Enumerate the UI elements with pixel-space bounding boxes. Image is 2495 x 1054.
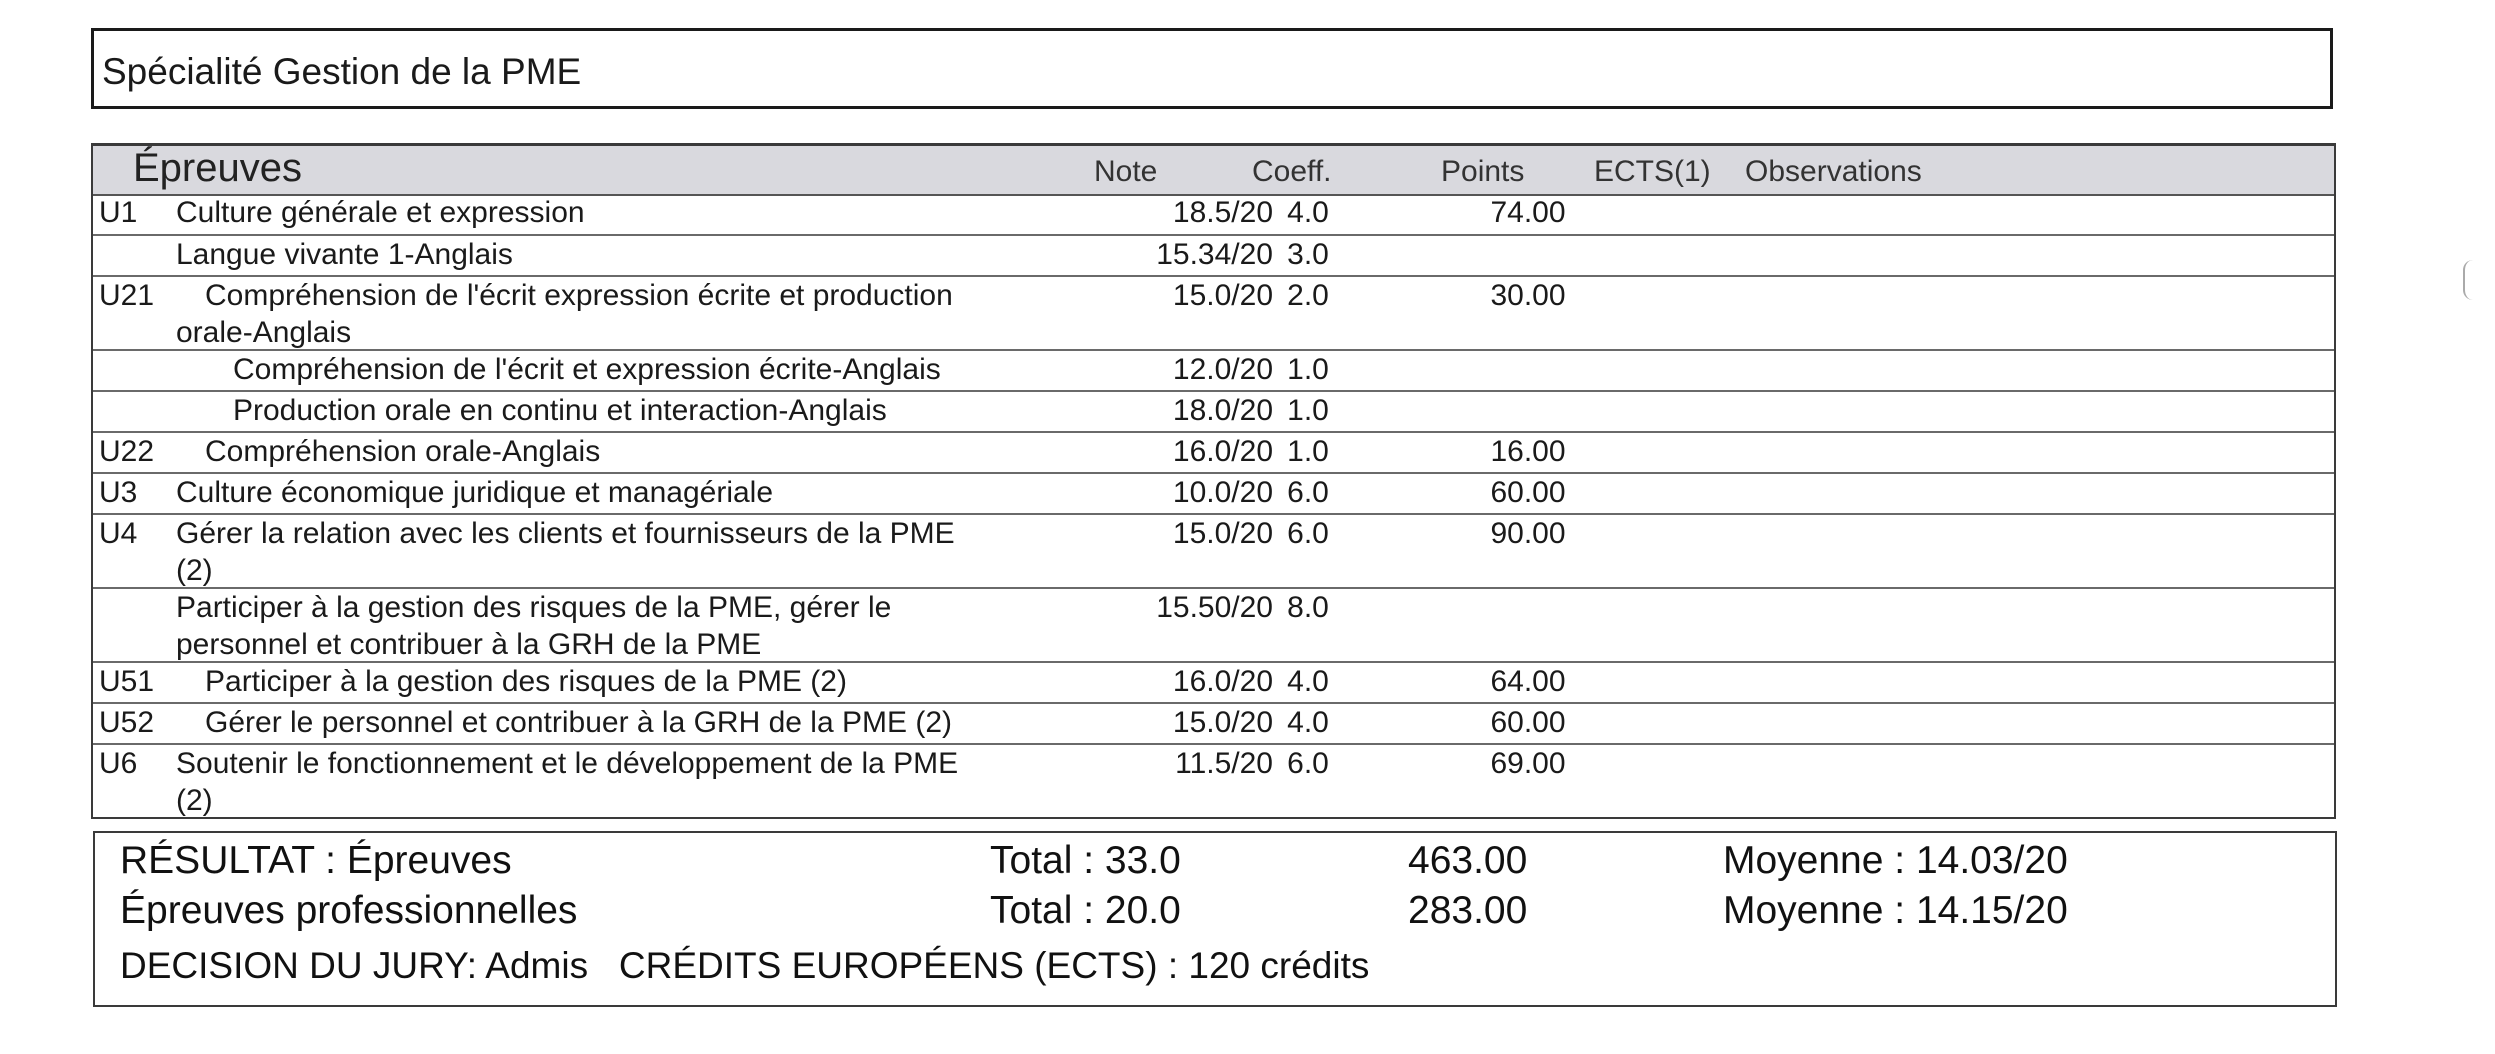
result-total: Total : 33.0 xyxy=(990,839,1181,882)
row-coeff: 6.0 xyxy=(1287,476,1329,509)
header-coeff: Coeff. xyxy=(1252,155,1332,188)
row-label: Production orale en continu et interaction-Anglais xyxy=(233,394,887,427)
table-header xyxy=(93,146,2334,196)
row-label: Compréhension de l'écrit et expression écrite-Anglais xyxy=(233,353,941,386)
row-code: U4 xyxy=(99,517,138,550)
row-label: Compréhension de l'écrit expression écrite et production xyxy=(205,279,953,312)
header-points: Points xyxy=(1441,155,1525,188)
result-label: RÉSULTAT : Épreuves xyxy=(120,839,512,882)
table-row xyxy=(93,351,2334,392)
table-row xyxy=(93,236,2334,277)
row-points: 60.00 xyxy=(1490,476,1566,509)
table-row xyxy=(93,704,2334,745)
result-average: Moyenne : 14.03/20 xyxy=(1723,839,2068,882)
table-row xyxy=(93,745,2334,819)
row-note: 10.0/20 xyxy=(1172,476,1273,509)
professional-total: Total : 20.0 xyxy=(990,889,1181,932)
row-note: 11.5/20 xyxy=(1175,747,1273,780)
row-points: 16.00 xyxy=(1490,435,1566,468)
row-coeff: 6.0 xyxy=(1287,747,1329,780)
row-note: 15.0/20 xyxy=(1172,517,1273,550)
table-row xyxy=(93,277,2334,351)
row-points: 74.00 xyxy=(1490,196,1566,229)
jury-decision: DECISION DU JURY: Admis CRÉDITS EUROPÉENS (ECTS) : 120 crédits xyxy=(120,945,1370,986)
professional-average: Moyenne : 14.15/20 xyxy=(1723,889,2068,932)
table-row xyxy=(93,515,2334,589)
row-label: Langue vivante 1-Anglais xyxy=(176,238,513,271)
row-note: 16.0/20 xyxy=(1172,435,1273,468)
header-epreuves: Épreuves xyxy=(133,146,302,190)
row-label-continued: (2) xyxy=(176,554,213,587)
row-code: U3 xyxy=(99,476,138,509)
row-note: 18.5/20 xyxy=(1172,196,1273,229)
result-points: 463.00 xyxy=(1408,839,1528,882)
row-points: 64.00 xyxy=(1490,665,1566,698)
row-label: Gérer la relation avec les clients et fournisseurs de la PME xyxy=(176,517,955,550)
table-row xyxy=(93,474,2334,515)
row-label-continued: personnel et contribuer à la GRH de la PME xyxy=(176,628,762,661)
row-coeff: 1.0 xyxy=(1287,394,1329,427)
row-code: U6 xyxy=(99,747,138,780)
row-label: Compréhension orale-Anglais xyxy=(205,435,601,468)
row-note: 15.0/20 xyxy=(1172,279,1273,312)
table-row xyxy=(93,194,2334,236)
header-ects: ECTS(1) xyxy=(1594,155,1711,188)
professional-label: Épreuves professionnelles xyxy=(120,889,578,932)
table-row xyxy=(93,589,2334,663)
row-label: Gérer le personnel et contribuer à la GRH de la PME (2) xyxy=(205,706,952,739)
row-note: 15.0/20 xyxy=(1172,706,1273,739)
specialty-box xyxy=(91,28,2333,109)
row-label-continued: orale-Anglais xyxy=(176,316,352,349)
row-coeff: 8.0 xyxy=(1287,591,1329,624)
scan-artifact xyxy=(2463,260,2479,300)
grades-table xyxy=(91,143,2336,819)
row-note: 15.50/20 xyxy=(1156,591,1273,624)
row-code: U1 xyxy=(99,196,138,229)
table-row xyxy=(93,392,2334,433)
row-label: Culture économique juridique et managériale xyxy=(176,476,774,509)
specialty-title: Spécialité Gestion de la PME xyxy=(102,51,582,92)
table-row xyxy=(93,663,2334,704)
row-points: 69.00 xyxy=(1490,747,1566,780)
row-note: 18.0/20 xyxy=(1172,394,1273,427)
result-box xyxy=(93,831,2337,1007)
row-coeff: 2.0 xyxy=(1287,279,1329,312)
row-points: 60.00 xyxy=(1490,706,1566,739)
row-coeff: 3.0 xyxy=(1287,238,1329,271)
row-label: Participer à la gestion des risques de la PME, gérer le xyxy=(176,591,892,624)
row-label: Soutenir le fonctionnement et le développement de la PME xyxy=(176,747,959,780)
row-points: 90.00 xyxy=(1490,517,1566,550)
header-observations: Observations xyxy=(1745,155,1922,188)
header-note: Note xyxy=(1094,155,1158,188)
row-note: 15.34/20 xyxy=(1156,238,1273,271)
row-coeff: 1.0 xyxy=(1287,353,1329,386)
row-note: 16.0/20 xyxy=(1172,665,1273,698)
row-code: U21 xyxy=(99,279,155,312)
row-coeff: 4.0 xyxy=(1287,665,1329,698)
table-row xyxy=(93,433,2334,474)
row-coeff: 6.0 xyxy=(1287,517,1329,550)
row-coeff: 4.0 xyxy=(1287,706,1329,739)
row-label: Participer à la gestion des risques de la PME (2) xyxy=(205,665,847,698)
row-code: U52 xyxy=(99,706,155,739)
row-label: Culture générale et expression xyxy=(176,196,585,229)
row-code: U51 xyxy=(99,665,155,698)
row-coeff: 4.0 xyxy=(1287,196,1329,229)
row-label-continued: (2) xyxy=(176,784,213,817)
row-note: 12.0/20 xyxy=(1172,353,1273,386)
professional-points: 283.00 xyxy=(1408,889,1528,932)
row-points: 30.00 xyxy=(1490,279,1566,312)
row-coeff: 1.0 xyxy=(1287,435,1329,468)
row-code: U22 xyxy=(99,435,155,468)
